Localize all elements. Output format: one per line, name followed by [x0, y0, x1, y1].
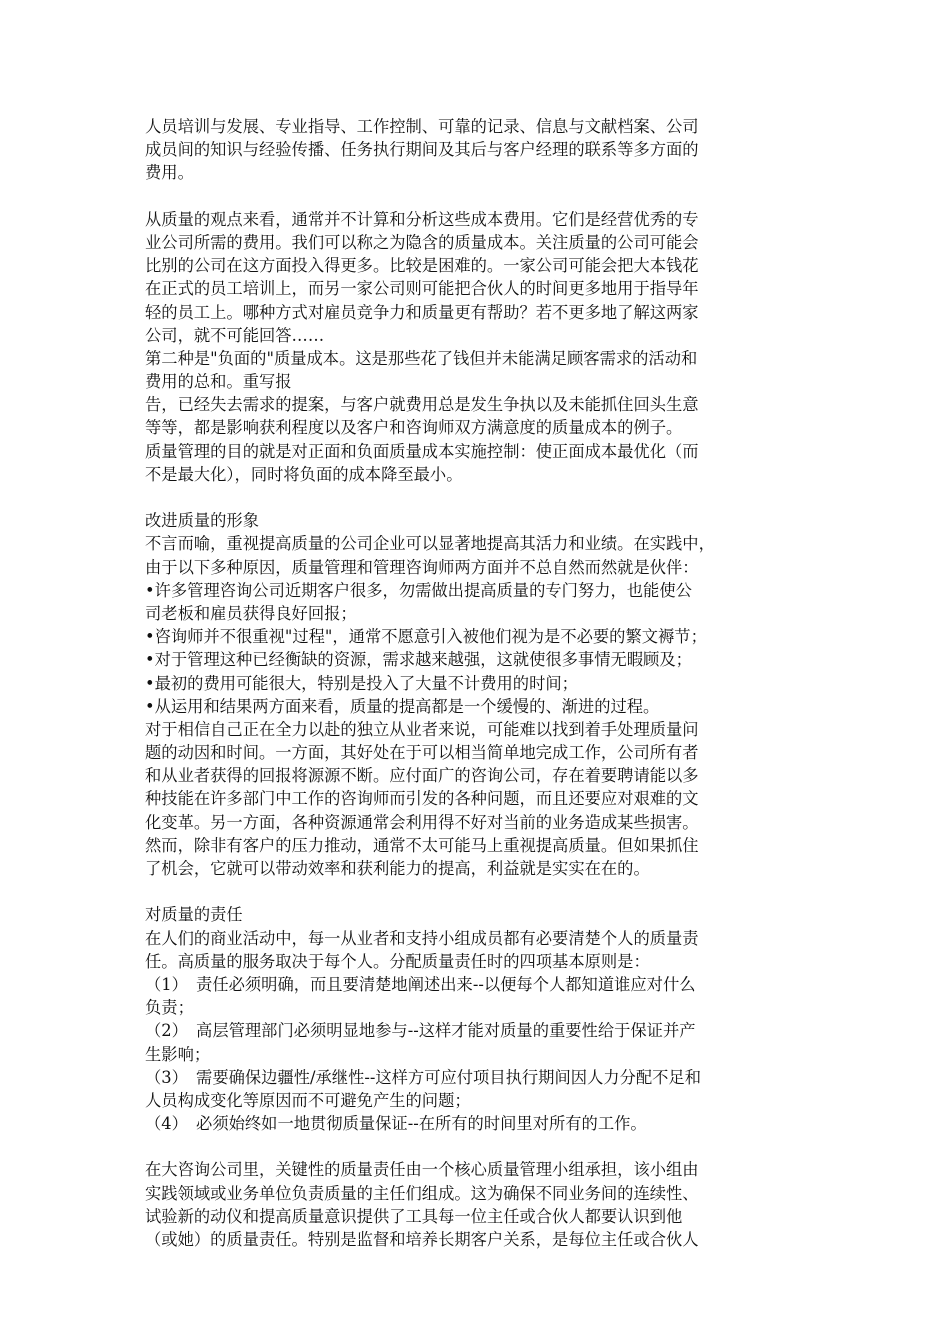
text-line: 和从业者获得的回报将源源不断。应付面广的咨询公司，存在着要聘请能以多	[145, 766, 699, 786]
document-body	[145, 115, 805, 1251]
text-line: （或她）的质量责任。特别是监督和培养长期客户关系，是每位主任或合伙人	[145, 1230, 699, 1249]
list-item: （4） 必须始终如一地贯彻质量保证--在所有的时间里对所有的工作。	[145, 1114, 647, 1134]
text-line: 费用。	[145, 163, 194, 183]
text-line: 从质量的观点来看，通常并不计算和分析这些成本费用。它们是经营优秀的专	[145, 209, 699, 229]
paragraph-gap	[145, 1135, 805, 1158]
text-line: 不言而喻，重视提高质量的公司企业可以显著地提高其活力和业绩。在实践中，	[145, 534, 715, 554]
text-line: 生影响；	[145, 1044, 211, 1064]
paragraph	[145, 208, 805, 486]
text-line: 然而，除非有客户的压力推动，通常不太可能马上重视提高质量。但如果抓住	[145, 835, 699, 855]
text-line: 题的动因和时间。一方面，其好处在于可以相当简单地完成工作，公司所有者	[145, 743, 699, 763]
text-line: 质量管理的目的就是对正面和负面质量成本实施控制：使正面成本最优化（而	[145, 441, 699, 461]
list-item: •对于管理这种已经衡缺的资源，需求越来越强，这就使很多事情无暇顾及；	[145, 650, 692, 670]
text-line: 负责；	[145, 998, 194, 1018]
list-item: •咨询师并不很重视"过程"，通常不愿意引入被他们视为是不必要的繁文褥节；	[145, 627, 707, 647]
paragraph	[145, 115, 805, 185]
list-item: （3） 需要确保边疆性/承继性--这样方可应付项目执行期间因人力分配不足和	[145, 1067, 701, 1087]
text-line: 在人们的商业活动中，每一从业者和支持小组成员都有必要清楚个人的质量责	[145, 928, 699, 948]
text-line: 第二种是"负面的"质量成本。这是那些花了钱但并未能满足顾客需求的活动和	[145, 348, 698, 368]
list-item: •最初的费用可能很大，特别是投入了大量不计费用的时间；	[145, 673, 578, 693]
text-line: 成员间的知识与经验传播、任务执行期间及其后与客户经理的联系等多方面的	[145, 140, 699, 160]
text-line: 轻的员工上。哪种方式对雇员竞争力和质量更有帮助？若不更多地了解这两家	[145, 302, 699, 322]
text-line: 业公司所需的费用。我们可以称之为隐含的质量成本。关注质量的公司可能会	[145, 232, 699, 252]
text-line: 实践领域或业务单位负责质量的主任们组成。这为确保不同业务间的连续性、	[145, 1183, 699, 1203]
text-line: 司老板和雇员获得良好回报；	[145, 603, 357, 623]
list-item: （1） 责任必须明确，而且要清楚地阐述出来--以便每个人都知道谁应对什么	[145, 974, 696, 994]
list-item: （2） 高层管理部门必须明显地参与--这样才能对质量的重要性给于保证并产	[145, 1021, 696, 1041]
paragraph	[145, 532, 805, 880]
text-line: 在正式的员工培训上，而另一家公司则可能把合伙人的时间更多地用于指导年	[145, 279, 699, 299]
text-line: 对于相信自己正在全力以赴的独立从业者来说，可能难以找到着手处理质量问	[145, 719, 699, 739]
text-line: 不是最大化），同时将负面的成本降至最小。	[145, 464, 463, 484]
section-title: 对质量的责任	[145, 905, 243, 925]
text-line: 化变革。另一方面，各种资源通常会利用得不好对当前的业务造成某些损害。	[145, 812, 699, 832]
text-line: 了机会，它就可以带动效率和获利能力的提高，利益就是实实在在的。	[145, 859, 650, 878]
list-item: •许多管理咨询公司近期客户很多，勿需做出提高质量的专门努力，也能使公	[145, 580, 692, 600]
paragraph-gap	[145, 486, 805, 509]
text-line: 试验新的动仪和提高质量意识提供了工具每一位主任或合伙人都要认识到他	[145, 1206, 683, 1226]
text-line: 比别的公司在这方面投入得更多。比较是困难的。一家公司可能会把大本钱花	[145, 256, 699, 276]
section-title: 改进质量的形象	[145, 511, 259, 531]
paragraph-gap	[145, 880, 805, 903]
text-line: 在大咨询公司里，关键性的质量责任由一个核心质量管理小组承担，该小组由	[145, 1160, 699, 1180]
text-line: 人员构成变化等原因而不可避免产生的问题；	[145, 1090, 471, 1110]
paragraph-gap	[145, 185, 805, 208]
text-line: 由于以下多种原因，质量管理和管理咨询师两方面并不总自然而然就是伙伴：	[145, 557, 699, 577]
text-line: 种技能在许多部门中工作的咨询师而引发的各种问题，而且还要应对艰难的文	[145, 789, 699, 809]
text-line: 公司，就不可能回答……	[145, 325, 325, 345]
text-line: 告，已经失去需求的提案，与客户就费用总是发生争执以及未能抓住回头生意	[145, 395, 699, 415]
text-line: 费用的总和。重写报	[145, 372, 292, 392]
text-line: 任。高质量的服务取决于每个人。分配质量责任时的四项基本原则是：	[145, 951, 650, 971]
paragraph	[145, 927, 805, 1136]
text-line: 人员培训与发展、专业指导、工作控制、可靠的记录、信息与文献档案、公司	[145, 117, 699, 136]
text-line: 等等，都是影响获利程度以及客户和咨询师双方满意度的质量成本的例子。	[145, 418, 683, 438]
paragraph	[145, 1158, 805, 1251]
list-item: •从运用和结果两方面来看，质量的提高都是一个缓慢的、渐进的过程。	[145, 696, 660, 716]
